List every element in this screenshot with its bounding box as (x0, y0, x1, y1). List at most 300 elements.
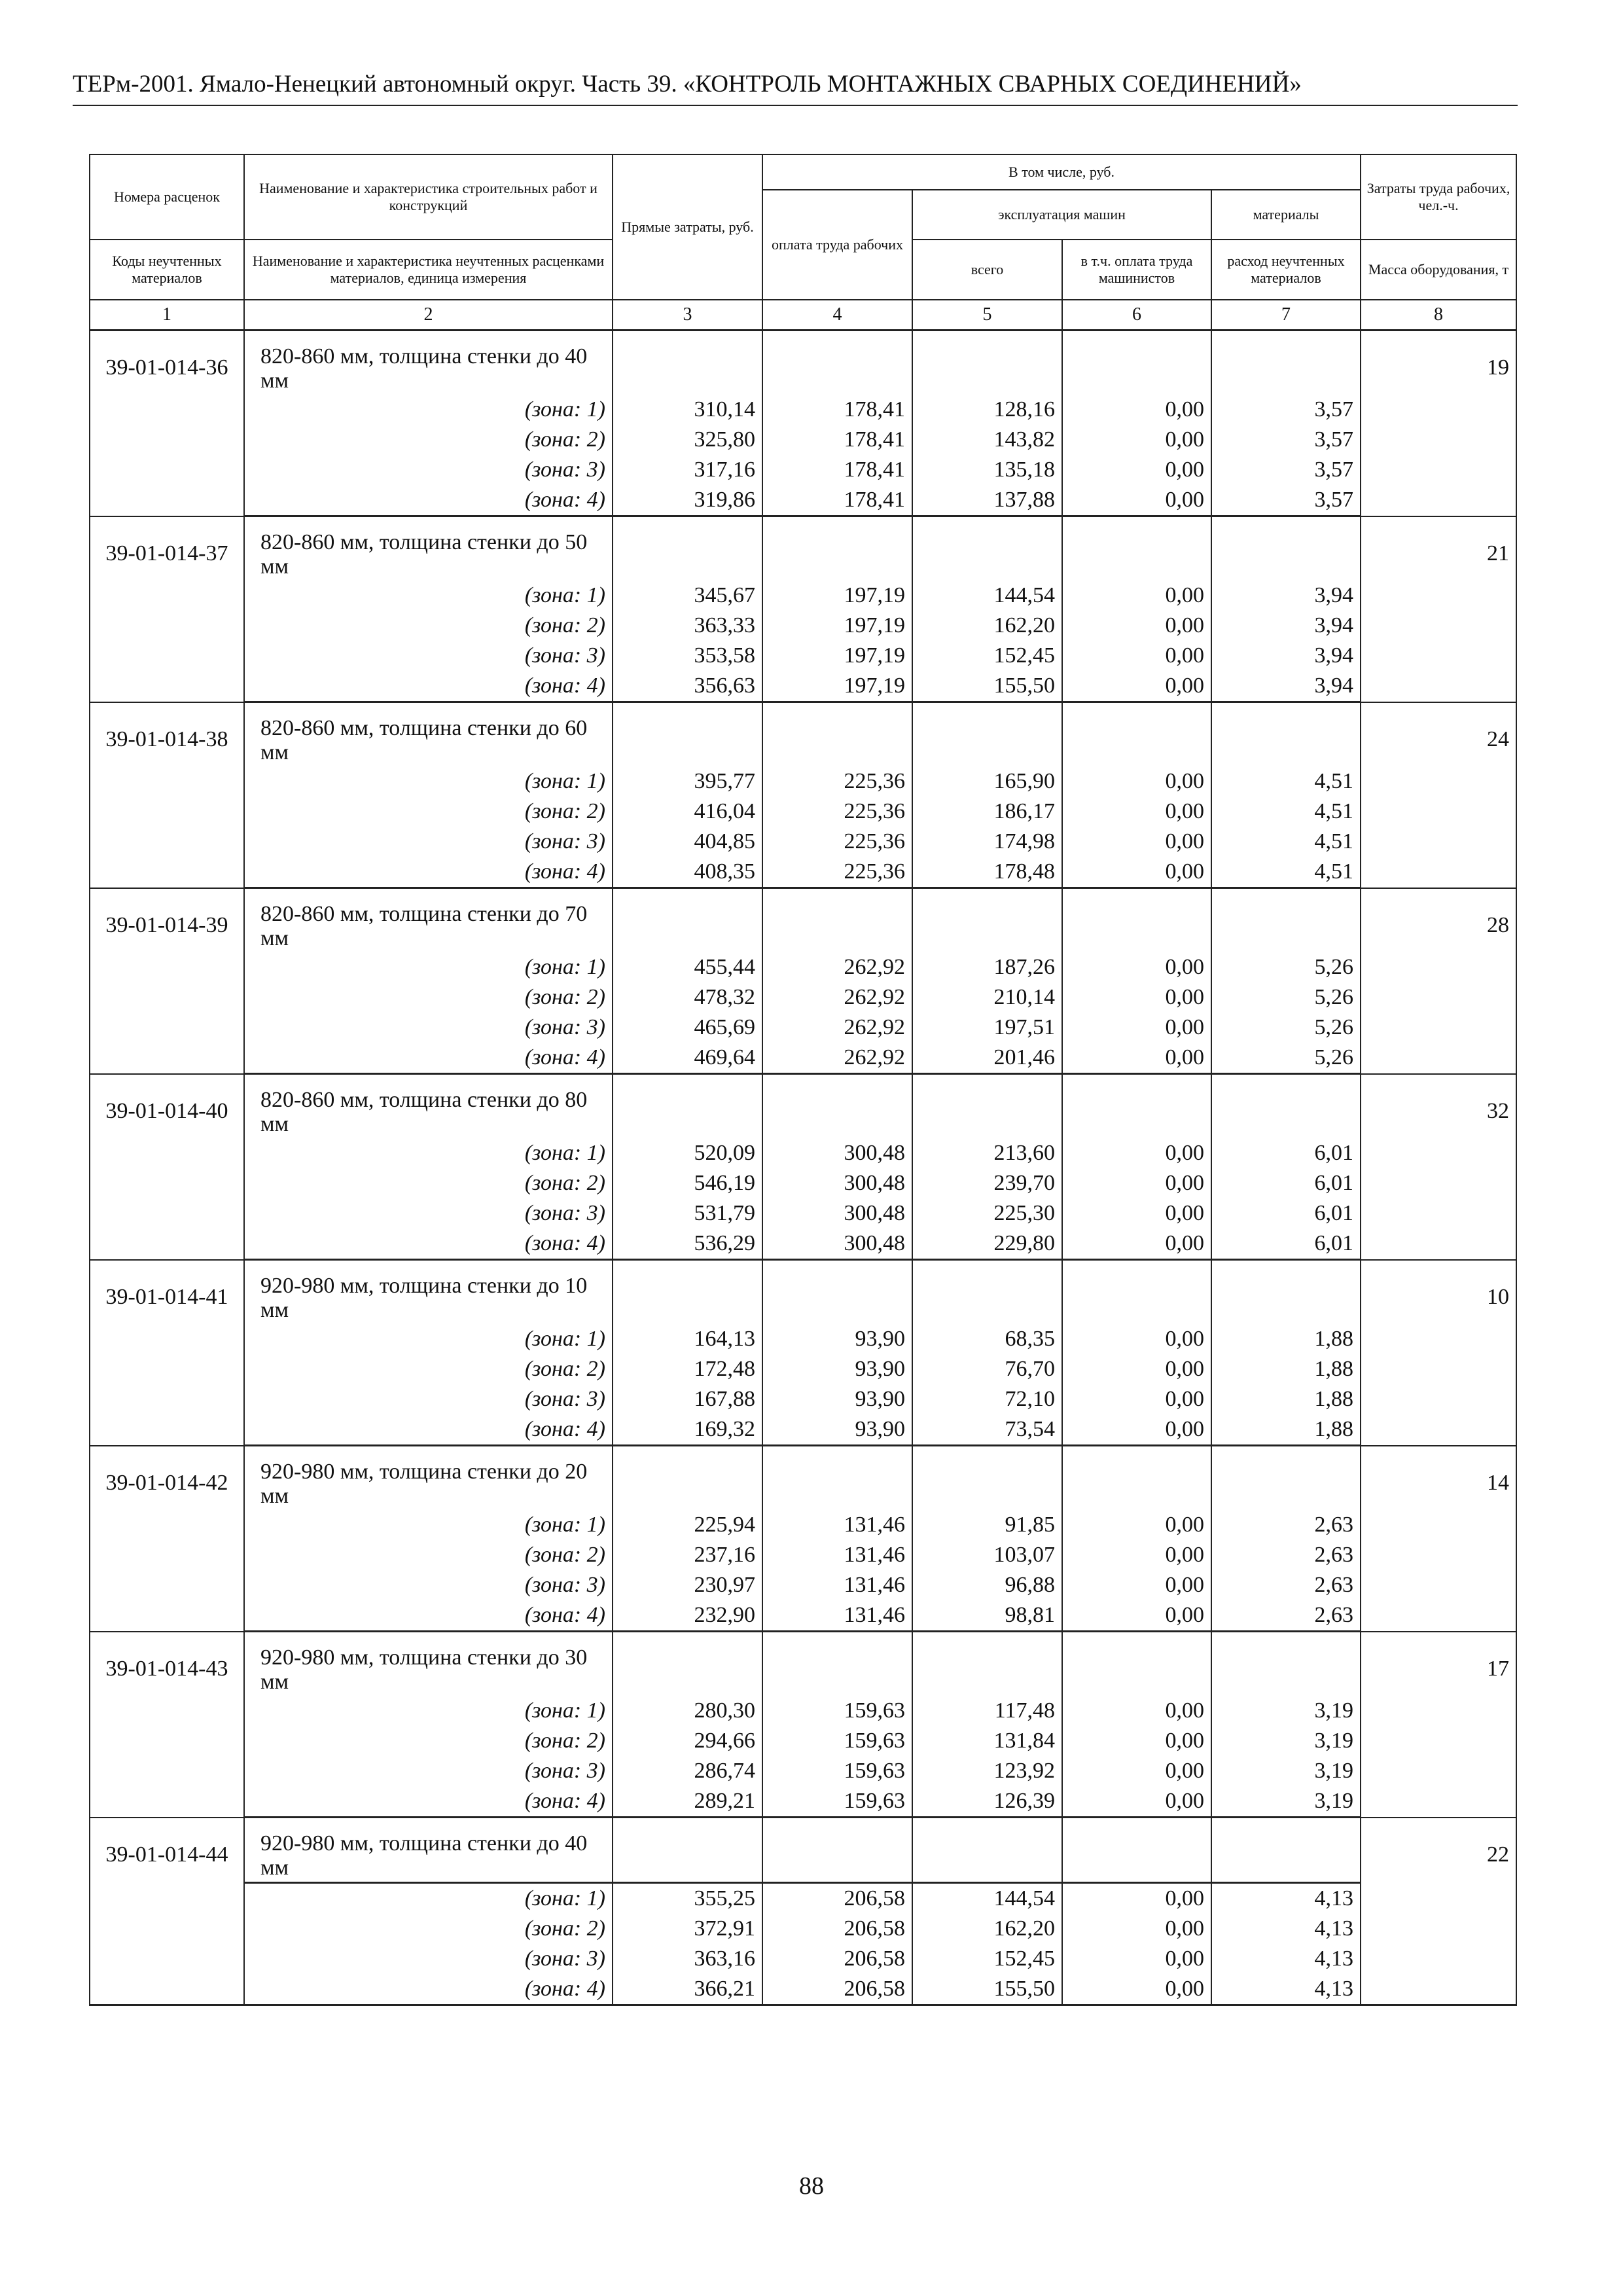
zone-label: (зона: 3) (244, 1756, 613, 1786)
machines-value: 98,81 (912, 1600, 1062, 1632)
empty-cell (912, 516, 1062, 581)
labor-cost: 19 (1361, 331, 1516, 516)
rate-description: 920-980 мм, толщина стенки до 30 мм (244, 1632, 613, 1696)
empty-cell (1062, 331, 1211, 395)
zone-row (90, 1138, 1516, 1168)
wages-value: 131,46 (762, 1570, 912, 1600)
materials-value: 6,01 (1211, 1138, 1361, 1168)
driver-wages-value: 0,00 (1062, 797, 1211, 827)
materials-value: 4,51 (1211, 797, 1361, 827)
driver-wages-value: 0,00 (1062, 1013, 1211, 1043)
wages-value: 93,90 (762, 1384, 912, 1414)
direct-cost-value: 356,63 (613, 671, 762, 702)
zone-label: (зона: 4) (244, 671, 613, 702)
wages-value: 262,92 (762, 1043, 912, 1074)
rate-group-row (90, 1818, 1516, 1883)
direct-cost-value: 363,33 (613, 611, 762, 641)
machines-value: 225,30 (912, 1198, 1062, 1229)
column-number: 1 (90, 300, 244, 331)
rate-description: 920-980 мм, толщина стенки до 20 мм (244, 1446, 613, 1511)
zone-row (90, 1883, 1516, 1914)
wages-value: 159,63 (762, 1756, 912, 1786)
direct-cost-value: 465,69 (613, 1013, 762, 1043)
empty-cell (1062, 1260, 1211, 1325)
driver-wages-value: 0,00 (1062, 1384, 1211, 1414)
labor-cost: 21 (1361, 516, 1516, 702)
rate-description: 820-860 мм, толщина стенки до 70 мм (244, 888, 613, 953)
driver-wages-value: 0,00 (1062, 982, 1211, 1013)
wages-value: 178,41 (762, 485, 912, 516)
zone-row (90, 485, 1516, 516)
driver-wages-value: 0,00 (1062, 1198, 1211, 1229)
zone-label: (зона: 4) (244, 1414, 613, 1446)
direct-cost-value: 169,32 (613, 1414, 762, 1446)
materials-value: 5,26 (1211, 1043, 1361, 1074)
materials-value: 1,88 (1211, 1414, 1361, 1446)
direct-cost-value: 478,32 (613, 982, 762, 1013)
empty-cell (613, 1632, 762, 1696)
direct-cost-value: 546,19 (613, 1168, 762, 1198)
direct-cost-value: 345,67 (613, 581, 762, 611)
driver-wages-value: 0,00 (1062, 1540, 1211, 1570)
price-table (89, 154, 1517, 2006)
zone-label: (зона: 3) (244, 1013, 613, 1043)
driver-wages-value: 0,00 (1062, 1354, 1211, 1384)
wages-value: 197,19 (762, 611, 912, 641)
wages-value: 131,46 (762, 1540, 912, 1570)
zone-row (90, 857, 1516, 888)
wages-value: 159,63 (762, 1696, 912, 1726)
empty-cell (912, 331, 1062, 395)
empty-cell (762, 1818, 912, 1883)
driver-wages-value: 0,00 (1062, 1570, 1211, 1600)
empty-cell (1062, 1446, 1211, 1511)
zone-label: (зона: 3) (244, 455, 613, 485)
materials-value: 3,94 (1211, 671, 1361, 702)
materials-value: 3,94 (1211, 611, 1361, 641)
column-number: 2 (244, 300, 613, 331)
materials-value: 5,26 (1211, 952, 1361, 982)
zone-row (90, 1756, 1516, 1786)
driver-wages-value: 0,00 (1062, 1696, 1211, 1726)
rate-group-row (90, 888, 1516, 953)
zone-row (90, 1414, 1516, 1446)
empty-cell (1211, 1260, 1361, 1325)
empty-cell (912, 888, 1062, 953)
labor-cost: 24 (1361, 702, 1516, 888)
materials-value: 2,63 (1211, 1600, 1361, 1632)
zone-row (90, 1600, 1516, 1632)
column-number: 5 (912, 300, 1062, 331)
rate-code: 39-01-014-40 (90, 1074, 244, 1260)
wages-value: 197,19 (762, 581, 912, 611)
zone-label: (зона: 1) (244, 1138, 613, 1168)
driver-wages-value: 0,00 (1062, 766, 1211, 797)
zone-label: (зона: 1) (244, 1324, 613, 1354)
empty-cell (613, 888, 762, 953)
zone-row (90, 1696, 1516, 1726)
zone-label: (зона: 2) (244, 982, 613, 1013)
zone-row (90, 1043, 1516, 1074)
zone-row (90, 1540, 1516, 1570)
zone-label: (зона: 2) (244, 611, 613, 641)
direct-cost-value: 455,44 (613, 952, 762, 982)
machines-value: 117,48 (912, 1696, 1062, 1726)
materials-value: 3,94 (1211, 641, 1361, 671)
direct-cost-value: 225,94 (613, 1510, 762, 1540)
materials-value: 2,63 (1211, 1570, 1361, 1600)
zone-row (90, 1324, 1516, 1354)
zone-row (90, 1354, 1516, 1384)
materials-value: 2,63 (1211, 1540, 1361, 1570)
rate-description: 820-860 мм, толщина стенки до 80 мм (244, 1074, 613, 1139)
direct-cost-value: 363,16 (613, 1944, 762, 1974)
machines-value: 137,88 (912, 485, 1062, 516)
materials-value: 1,88 (1211, 1354, 1361, 1384)
zone-label: (зона: 3) (244, 1198, 613, 1229)
direct-cost-value: 469,64 (613, 1043, 762, 1074)
zone-label: (зона: 4) (244, 1600, 613, 1632)
machines-value: 174,98 (912, 827, 1062, 857)
driver-wages-value: 0,00 (1062, 581, 1211, 611)
wages-value: 93,90 (762, 1354, 912, 1384)
rate-code: 39-01-014-37 (90, 516, 244, 702)
direct-cost-value: 294,66 (613, 1726, 762, 1756)
zone-row (90, 952, 1516, 982)
header-name-bottom: Наименование и характеристика неучтенных расценками материалов, единица измерения (244, 240, 613, 300)
column-number: 6 (1062, 300, 1211, 331)
empty-cell (613, 1818, 762, 1883)
materials-value: 3,57 (1211, 425, 1361, 455)
zone-label: (зона: 4) (244, 485, 613, 516)
direct-cost-value: 355,25 (613, 1883, 762, 1914)
rate-group-row (90, 331, 1516, 395)
empty-cell (912, 1260, 1062, 1325)
driver-wages-value: 0,00 (1062, 1914, 1211, 1944)
empty-cell (912, 1818, 1062, 1883)
materials-value: 3,19 (1211, 1696, 1361, 1726)
zone-label: (зона: 3) (244, 1944, 613, 1974)
driver-wages-value: 0,00 (1062, 641, 1211, 671)
zone-label: (зона: 1) (244, 766, 613, 797)
machines-value: 152,45 (912, 641, 1062, 671)
driver-wages-value: 0,00 (1062, 952, 1211, 982)
direct-cost-value: 408,35 (613, 857, 762, 888)
empty-cell (762, 702, 912, 767)
direct-cost-value: 310,14 (613, 395, 762, 425)
materials-value: 4,51 (1211, 766, 1361, 797)
wages-value: 225,36 (762, 766, 912, 797)
zone-row (90, 1974, 1516, 2005)
wages-value: 262,92 (762, 1013, 912, 1043)
driver-wages-value: 0,00 (1062, 455, 1211, 485)
machines-value: 72,10 (912, 1384, 1062, 1414)
machines-value: 143,82 (912, 425, 1062, 455)
machines-value: 135,18 (912, 455, 1062, 485)
wages-value: 225,36 (762, 797, 912, 827)
zone-row (90, 425, 1516, 455)
empty-cell (762, 1260, 912, 1325)
zone-label: (зона: 2) (244, 797, 613, 827)
direct-cost-value: 232,90 (613, 1600, 762, 1632)
zone-row (90, 1384, 1516, 1414)
machines-value: 131,84 (912, 1726, 1062, 1756)
materials-value: 3,94 (1211, 581, 1361, 611)
labor-cost: 14 (1361, 1446, 1516, 1632)
page-header: ТЕРм-2001. Ямало-Ненецкий автономный округ. Часть 39. «КОНТРОЛЬ МОНТАЖНЫХ СВАРНЫХ СОЕДИНЕНИЙ» (73, 68, 1518, 106)
empty-cell (762, 516, 912, 581)
labor-cost: 28 (1361, 888, 1516, 1074)
zone-row (90, 1013, 1516, 1043)
direct-cost-value: 167,88 (613, 1384, 762, 1414)
zone-row (90, 766, 1516, 797)
rate-description: 820-860 мм, толщина стенки до 60 мм (244, 702, 613, 767)
rate-code: 39-01-014-39 (90, 888, 244, 1074)
wages-value: 159,63 (762, 1786, 912, 1818)
zone-label: (зона: 2) (244, 1540, 613, 1570)
labor-cost: 17 (1361, 1632, 1516, 1818)
machines-value: 103,07 (912, 1540, 1062, 1570)
zone-label: (зона: 3) (244, 641, 613, 671)
empty-cell (613, 1074, 762, 1139)
driver-wages-value: 0,00 (1062, 395, 1211, 425)
header-driver-wages: в т.ч. оплата труда машинистов (1062, 240, 1211, 300)
empty-cell (1062, 516, 1211, 581)
materials-value: 3,19 (1211, 1786, 1361, 1818)
direct-cost-value: 164,13 (613, 1324, 762, 1354)
materials-value: 4,51 (1211, 857, 1361, 888)
table-header (90, 154, 1516, 331)
header-wages: оплата труда рабочих (762, 190, 912, 300)
driver-wages-value: 0,00 (1062, 1600, 1211, 1632)
empty-cell (1062, 888, 1211, 953)
materials-value: 5,26 (1211, 1013, 1361, 1043)
wages-value: 300,48 (762, 1198, 912, 1229)
empty-cell (613, 702, 762, 767)
machines-value: 73,54 (912, 1414, 1062, 1446)
zone-row (90, 671, 1516, 702)
zone-row (90, 827, 1516, 857)
materials-value: 4,51 (1211, 827, 1361, 857)
materials-value: 1,88 (1211, 1324, 1361, 1354)
zone-row (90, 1570, 1516, 1600)
wages-value: 225,36 (762, 857, 912, 888)
empty-cell (912, 1446, 1062, 1511)
wages-value: 197,19 (762, 671, 912, 702)
rate-code: 39-01-014-43 (90, 1632, 244, 1818)
machines-value: 123,92 (912, 1756, 1062, 1786)
table-body (90, 331, 1516, 2005)
rate-description: 820-860 мм, толщина стенки до 50 мм (244, 516, 613, 581)
driver-wages-value: 0,00 (1062, 671, 1211, 702)
zone-label: (зона: 4) (244, 1786, 613, 1818)
rate-description: 920-980 мм, толщина стенки до 10 мм (244, 1260, 613, 1325)
column-number: 4 (762, 300, 912, 331)
driver-wages-value: 0,00 (1062, 857, 1211, 888)
direct-cost-value: 416,04 (613, 797, 762, 827)
materials-value: 3,19 (1211, 1726, 1361, 1756)
wages-value: 178,41 (762, 455, 912, 485)
empty-cell (613, 1446, 762, 1511)
header-name-top: Наименование и характеристика строительных работ и конструкций (244, 154, 613, 240)
header-code-bottom: Коды неучтенных материалов (90, 240, 244, 300)
page-number: 88 (799, 2172, 824, 2200)
wages-value: 300,48 (762, 1229, 912, 1260)
materials-value: 3,57 (1211, 485, 1361, 516)
wages-value: 93,90 (762, 1414, 912, 1446)
wages-value: 206,58 (762, 1944, 912, 1974)
wages-value: 178,41 (762, 425, 912, 455)
empty-cell (1062, 1074, 1211, 1139)
header-machines: эксплуатация машин (912, 190, 1211, 240)
empty-cell (762, 1632, 912, 1696)
header-machines-total: всего (912, 240, 1062, 300)
wages-value: 197,19 (762, 641, 912, 671)
direct-cost-value: 230,97 (613, 1570, 762, 1600)
price-table-container (89, 154, 1516, 2006)
driver-wages-value: 0,00 (1062, 1883, 1211, 1914)
zone-row (90, 982, 1516, 1013)
materials-value: 6,01 (1211, 1198, 1361, 1229)
driver-wages-value: 0,00 (1062, 1786, 1211, 1818)
driver-wages-value: 0,00 (1062, 485, 1211, 516)
rate-description: 920-980 мм, толщина стенки до 40 мм (244, 1818, 613, 1883)
driver-wages-value: 0,00 (1062, 1414, 1211, 1446)
materials-value: 3,57 (1211, 395, 1361, 425)
machines-value: 162,20 (912, 1914, 1062, 1944)
driver-wages-value: 0,00 (1062, 425, 1211, 455)
machines-value: 155,50 (912, 671, 1062, 702)
header-code-top: Номера расценок (90, 154, 244, 240)
driver-wages-value: 0,00 (1062, 1138, 1211, 1168)
wages-value: 300,48 (762, 1138, 912, 1168)
wages-value: 206,58 (762, 1914, 912, 1944)
header-equipment-mass: Масса оборудования, т (1361, 240, 1516, 300)
empty-cell (1211, 888, 1361, 953)
zone-row (90, 611, 1516, 641)
labor-cost: 10 (1361, 1260, 1516, 1446)
direct-cost-value: 325,80 (613, 425, 762, 455)
zone-row (90, 455, 1516, 485)
empty-cell (1211, 331, 1361, 395)
direct-cost-value: 172,48 (613, 1354, 762, 1384)
machines-value: 178,48 (912, 857, 1062, 888)
rate-group-row (90, 1074, 1516, 1139)
direct-cost-value: 286,74 (613, 1756, 762, 1786)
machines-value: 186,17 (912, 797, 1062, 827)
driver-wages-value: 0,00 (1062, 1510, 1211, 1540)
zone-row (90, 1168, 1516, 1198)
empty-cell (1211, 1074, 1361, 1139)
column-number: 7 (1211, 300, 1361, 331)
machines-value: 91,85 (912, 1510, 1062, 1540)
direct-cost-value: 531,79 (613, 1198, 762, 1229)
wages-value: 300,48 (762, 1168, 912, 1198)
column-number: 8 (1361, 300, 1516, 331)
empty-cell (613, 331, 762, 395)
empty-cell (762, 1446, 912, 1511)
wages-value: 206,58 (762, 1883, 912, 1914)
driver-wages-value: 0,00 (1062, 1756, 1211, 1786)
zone-label: (зона: 2) (244, 1914, 613, 1944)
materials-value: 5,26 (1211, 982, 1361, 1013)
direct-cost-value: 404,85 (613, 827, 762, 857)
rate-description: 820-860 мм, толщина стенки до 40 мм (244, 331, 613, 395)
rate-group-row (90, 1632, 1516, 1696)
machines-value: 68,35 (912, 1324, 1062, 1354)
machines-value: 213,60 (912, 1138, 1062, 1168)
empty-cell (912, 702, 1062, 767)
header-including: В том числе, руб. (762, 154, 1361, 190)
direct-cost-value: 280,30 (613, 1696, 762, 1726)
zone-label: (зона: 1) (244, 1510, 613, 1540)
empty-cell (1211, 1818, 1361, 1883)
materials-value: 4,13 (1211, 1914, 1361, 1944)
machines-value: 144,54 (912, 1883, 1062, 1914)
materials-value: 3,57 (1211, 455, 1361, 485)
direct-cost-value: 319,86 (613, 485, 762, 516)
zone-row (90, 395, 1516, 425)
driver-wages-value: 0,00 (1062, 827, 1211, 857)
empty-cell (762, 331, 912, 395)
wages-value: 225,36 (762, 827, 912, 857)
zone-label: (зона: 1) (244, 952, 613, 982)
zone-label: (зона: 3) (244, 1570, 613, 1600)
rate-group-row (90, 516, 1516, 581)
machines-value: 201,46 (912, 1043, 1062, 1074)
wages-value: 262,92 (762, 952, 912, 982)
machines-value: 76,70 (912, 1354, 1062, 1384)
empty-cell (762, 888, 912, 953)
zone-label: (зона: 2) (244, 1354, 613, 1384)
driver-wages-value: 0,00 (1062, 1229, 1211, 1260)
zone-label: (зона: 2) (244, 1726, 613, 1756)
direct-cost-value: 372,91 (613, 1914, 762, 1944)
wages-value: 131,46 (762, 1600, 912, 1632)
zone-row (90, 1944, 1516, 1974)
empty-cell (1062, 702, 1211, 767)
zone-label: (зона: 1) (244, 581, 613, 611)
direct-cost-value: 520,09 (613, 1138, 762, 1168)
empty-cell (912, 1632, 1062, 1696)
zone-row (90, 1229, 1516, 1260)
zone-label: (зона: 2) (244, 425, 613, 455)
direct-cost-value: 237,16 (613, 1540, 762, 1570)
machines-value: 229,80 (912, 1229, 1062, 1260)
machines-value: 197,51 (912, 1013, 1062, 1043)
labor-cost: 22 (1361, 1818, 1516, 2005)
zone-row (90, 1726, 1516, 1756)
header-materials-use: расход неучтенных материалов (1211, 240, 1361, 300)
zone-row (90, 1914, 1516, 1944)
rate-code: 39-01-014-36 (90, 331, 244, 516)
machines-value: 144,54 (912, 581, 1062, 611)
machines-value: 165,90 (912, 766, 1062, 797)
zone-row (90, 641, 1516, 671)
header-materials: материалы (1211, 190, 1361, 240)
zone-label: (зона: 4) (244, 1229, 613, 1260)
machines-value: 128,16 (912, 395, 1062, 425)
empty-cell (1211, 516, 1361, 581)
wages-value: 159,63 (762, 1726, 912, 1756)
machines-value: 239,70 (912, 1168, 1062, 1198)
zone-label: (зона: 4) (244, 857, 613, 888)
labor-cost: 32 (1361, 1074, 1516, 1260)
wages-value: 262,92 (762, 982, 912, 1013)
empty-cell (1062, 1632, 1211, 1696)
empty-cell (1211, 702, 1361, 767)
zone-label: (зона: 3) (244, 827, 613, 857)
